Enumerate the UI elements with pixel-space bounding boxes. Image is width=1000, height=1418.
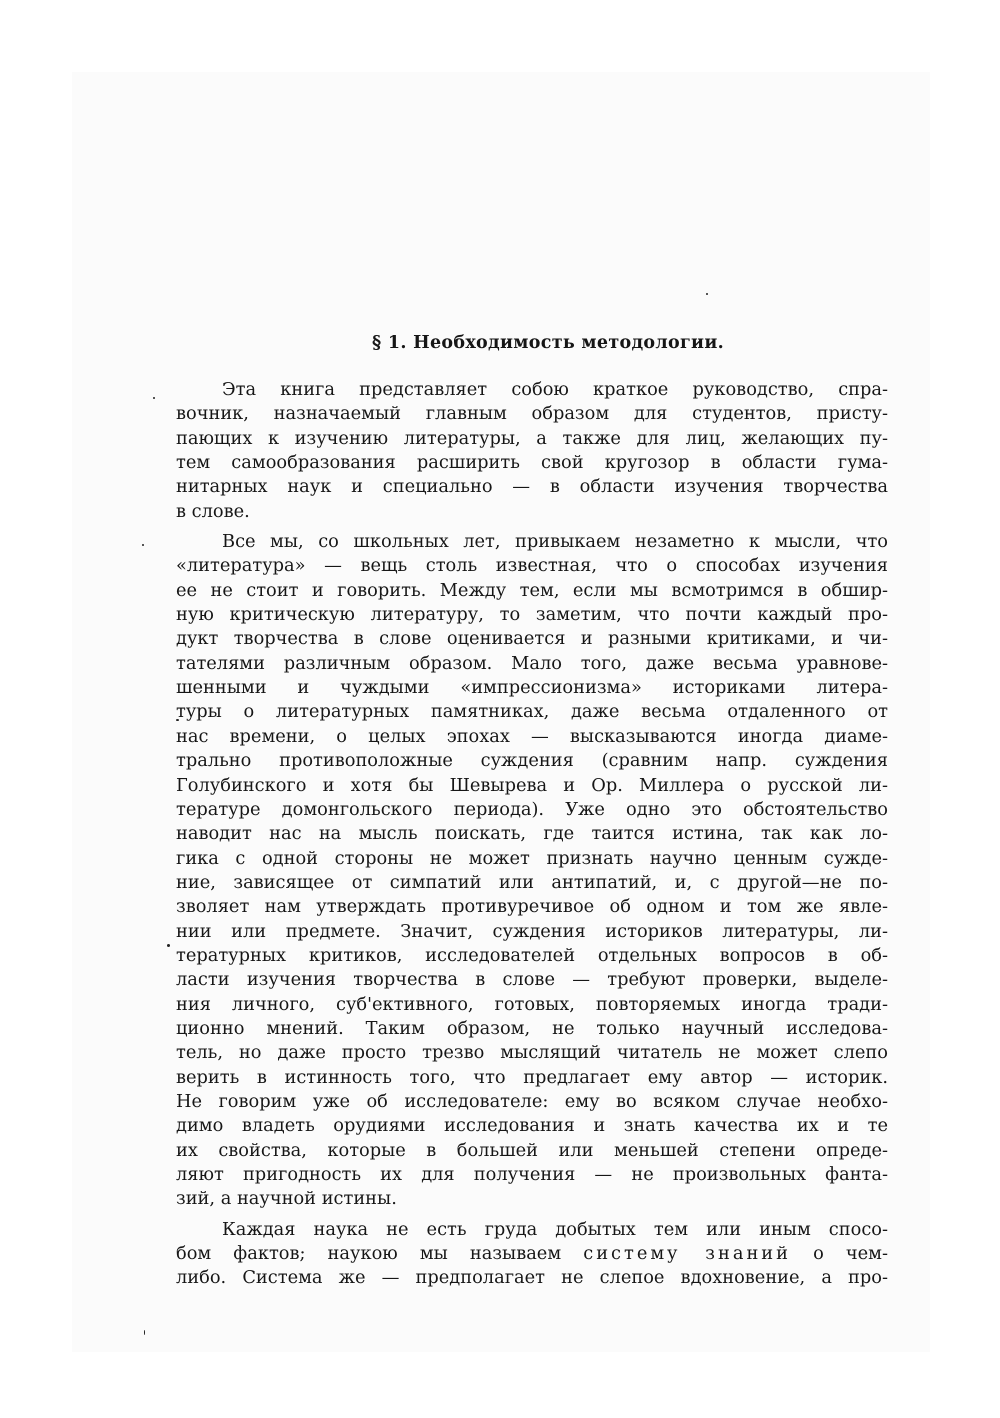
text-line: вочник, назначаемый главным образом для студентов, присту-: [176, 403, 888, 425]
text-line: ную критическую литературу, то заметим, что почти каждый про-: [176, 604, 888, 626]
text-line: Каждая наука не есть груда добытых тем или иным спосо-: [222, 1218, 888, 1240]
text-line: туры о литературных памятниках, даже весьма отдаленного от: [176, 701, 888, 723]
text-line: димо владеть орудиями исследования и знать качества их и те: [176, 1115, 888, 1137]
text-line: Голубинского и хотя бы Шевырева и Ор. Миллера о русской ли-: [176, 774, 888, 796]
text-line: в слове.: [176, 500, 250, 522]
text-line: нас времени, о целых эпохах — высказываются иногда диаме-: [176, 725, 888, 747]
paragraph-2: [176, 530, 888, 1212]
text-line: ее не стоит и говорить. Между тем, если мы всмотримся в обшир-: [176, 579, 888, 601]
text-line: ляют пригодность их для получения — не произвольных фанта-: [176, 1164, 888, 1185]
text-line: дукт творчества в слове оценивается и разными критиками, и чи-: [176, 628, 888, 650]
text-line: тем самообразования расширить свой кругозор в области гума-: [176, 452, 888, 474]
text-line: бом фактов; наукою мы называем системy знаний о чем-: [176, 1243, 888, 1265]
paragraph-3: [176, 1218, 888, 1291]
text-line: Все мы, со школьных лет, привыкаем незаметно к мысли, что: [222, 531, 888, 553]
text-line: «литература» — вещь столь известная, что о способах изучения: [176, 555, 888, 577]
text-line: тель, но даже просто трезво мыслящий читатель не может слепо: [176, 1042, 888, 1064]
paragraph-1: [176, 378, 888, 524]
text-line: верить в истинность того, что предлагает ему автор — историк.: [176, 1066, 888, 1088]
text-line: тателями различным образом. Мало того, даже весьма уравнове-: [176, 652, 888, 674]
text-line: ния личного, суб'ективного, готовых, повторяемых иногда тради-: [176, 993, 888, 1015]
text-line: Эта книга представляет собою краткое руководство, спра-: [222, 379, 888, 400]
text-line: шенными и чуждыми «импрессионизма» историками литера-: [176, 677, 888, 699]
text-line: ние, зависящее от симпатий или антипатий, и, с другой—не по-: [176, 871, 888, 893]
emphasized-phrase: системy знаний: [583, 1243, 792, 1265]
text-line: ционно мнений. Таким образом, не только научный исследова-: [176, 1017, 888, 1039]
text-line: зволяет нам утверждать противуречивое об одном и том же явле-: [176, 896, 888, 918]
text-line: зий, а научной истины.: [176, 1188, 397, 1210]
section-heading: § 1. Необходимость методологии.: [372, 333, 724, 353]
text-line: их свойства, которые в большей или меньшей степени опреде-: [176, 1139, 888, 1161]
text-line: Не говорим уже об исследователе: ему во всяком случае необхо-: [176, 1090, 888, 1112]
text-line: трально противоположные суждения (сравним напр. суждения: [176, 750, 888, 772]
text-line: пающих к изучению литературы, а также для лиц, желающих пу-: [176, 427, 888, 449]
text-line: гика с одной стороны не может признать научно ценным сужде-: [176, 847, 888, 869]
text-line: ласти изучения творчества в слове — требуют проверки, выделе-: [176, 969, 888, 991]
text-line: нии или предмете. Значит, суждения историков литературы, ли-: [176, 920, 888, 942]
text-line: либо. Система же — предполагает не слепое вдохновение, а про-: [176, 1267, 888, 1289]
body-text: [176, 378, 888, 1291]
text-line: наводит нас на мысль поискать, где таится истина, так как ло-: [176, 823, 888, 845]
text-line: тературных критиков, исследователей отдельных вопросов в об-: [176, 944, 888, 966]
text-line: тературе домонгольского периода). Уже одно это обстоятельство: [176, 798, 888, 820]
text-line: нитарных наук и специально — в области изучения творчества: [176, 476, 888, 498]
